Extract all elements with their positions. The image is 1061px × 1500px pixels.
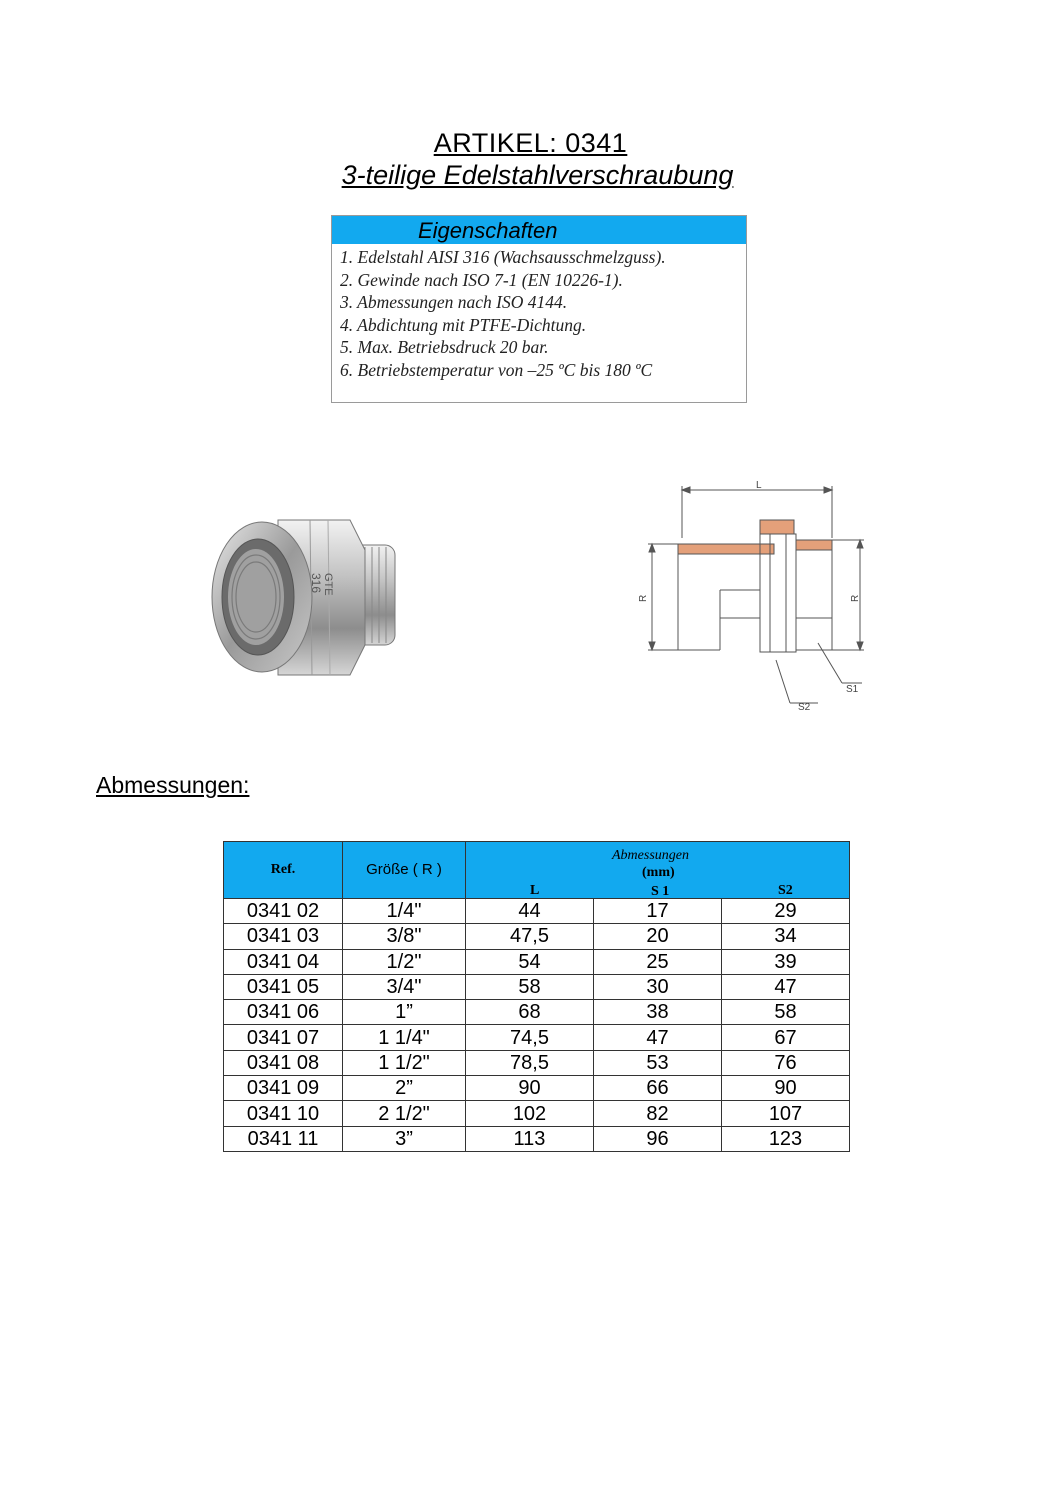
property-item: 1. Edelstahl AISI 316 (Wachsausschmelzguss). [340,247,666,267]
table-cell: 53 [594,1050,722,1075]
table-cell: 25 [594,949,722,974]
property-item: 6. Betriebstemperatur von –25 ºC bis 180 ºC [340,359,653,380]
table-cell: 78,5 [466,1050,594,1075]
table-cell: 47,5 [466,924,594,949]
header-unit: (mm) [642,865,675,880]
photo-marking-gte: GTE [322,573,334,596]
table-cell: 0341 09 [224,1076,343,1101]
header-size: Größe ( R ) [343,842,466,899]
table-cell: 90 [466,1076,594,1101]
table-cell: 0341 03 [224,924,343,949]
table-row [224,1025,850,1050]
drawing-label-s1: S1 [846,684,859,695]
table-cell: 66 [594,1076,722,1101]
table-cell: 74,5 [466,1025,594,1050]
table-cell: 54 [466,949,594,974]
table-cell: 68 [466,1000,594,1025]
table-cell: 0341 06 [224,1000,343,1025]
table-cell: 82 [594,1101,722,1126]
properties-list [332,244,746,382]
table-cell: 44 [466,899,594,924]
table-row [224,974,850,999]
header-s2: S2 [778,883,793,898]
table-cell: 30 [594,974,722,999]
table-row [224,1101,850,1126]
table-row [224,1076,850,1101]
table-cell: 0341 11 [224,1126,343,1151]
table-cell: 29 [722,899,850,924]
table-cell: 113 [466,1126,594,1151]
property-item: 2. Gewinde nach ISO 7-1 (EN 10226-1). [340,269,623,290]
header-ref: Ref. [224,842,343,899]
properties-title: Eigenschaften [332,216,746,244]
table-cell: 0341 07 [224,1025,343,1050]
table-cell: 3/8" [343,924,466,949]
table-row [224,1050,850,1075]
table-cell: 102 [466,1101,594,1126]
dimensions-table [223,841,850,1152]
table-cell: 1/2" [343,949,466,974]
table-cell: 47 [594,1025,722,1050]
product-photo [200,505,410,685]
drawing-label-l: L [756,480,762,491]
table-cell: 0341 08 [224,1050,343,1075]
article-title: ARTIKEL: 0341 [433,128,628,158]
table-cell: 58 [722,1000,850,1025]
table-cell: 39 [722,949,850,974]
table-cell: 1/4" [343,899,466,924]
table-cell: 90 [722,1076,850,1101]
property-item: 5. Max. Betriebsdruck 20 bar. [340,337,549,358]
table-cell: 47 [722,974,850,999]
table-cell: 58 [466,974,594,999]
table-row [224,924,850,949]
table-row [224,949,850,974]
table-cell: 76 [722,1050,850,1075]
table-cell: 34 [722,924,850,949]
table-cell: 123 [722,1126,850,1151]
dimensions-section-title: Abmessungen: [96,772,250,798]
drawing-label-s2: S2 [798,702,811,713]
table-cell: 3/4" [343,974,466,999]
table-cell: 67 [722,1025,850,1050]
table-cell: 3” [343,1126,466,1151]
header-dimensions: Abmessungen [612,848,689,863]
table-cell: 0341 10 [224,1101,343,1126]
drawing-label-r-right: R [850,594,861,602]
product-subtitle: 3-teilige Edelstahlverschraubung [341,160,734,190]
properties-box [331,215,747,403]
table-cell: 0341 05 [224,974,343,999]
table-cell: 1 1/4" [343,1025,466,1050]
drawing-label-r-left: R [638,594,649,602]
table-cell: 1 1/2" [343,1050,466,1075]
table-row [224,1000,850,1025]
technical-drawing [620,478,870,718]
header-s1: S 1 [651,884,670,899]
table-cell: 107 [722,1101,850,1126]
table-row [224,1126,850,1151]
table-cell: 0341 02 [224,899,343,924]
photo-marking-316: 316 [309,573,323,594]
table-cell: 2” [343,1076,466,1101]
table-cell: 96 [594,1126,722,1151]
table-cell: 17 [594,899,722,924]
table-cell: 1” [343,1000,466,1025]
property-item: 4. Abdichtung mit PTFE-Dichtung. [340,314,587,335]
header-l: L [530,883,540,898]
property-item: 3. Abmessungen nach ISO 4144. [340,292,568,313]
table-cell: 38 [594,1000,722,1025]
table-cell: 2 1/2" [343,1101,466,1126]
table-cell: 0341 04 [224,949,343,974]
table-cell: 20 [594,924,722,949]
